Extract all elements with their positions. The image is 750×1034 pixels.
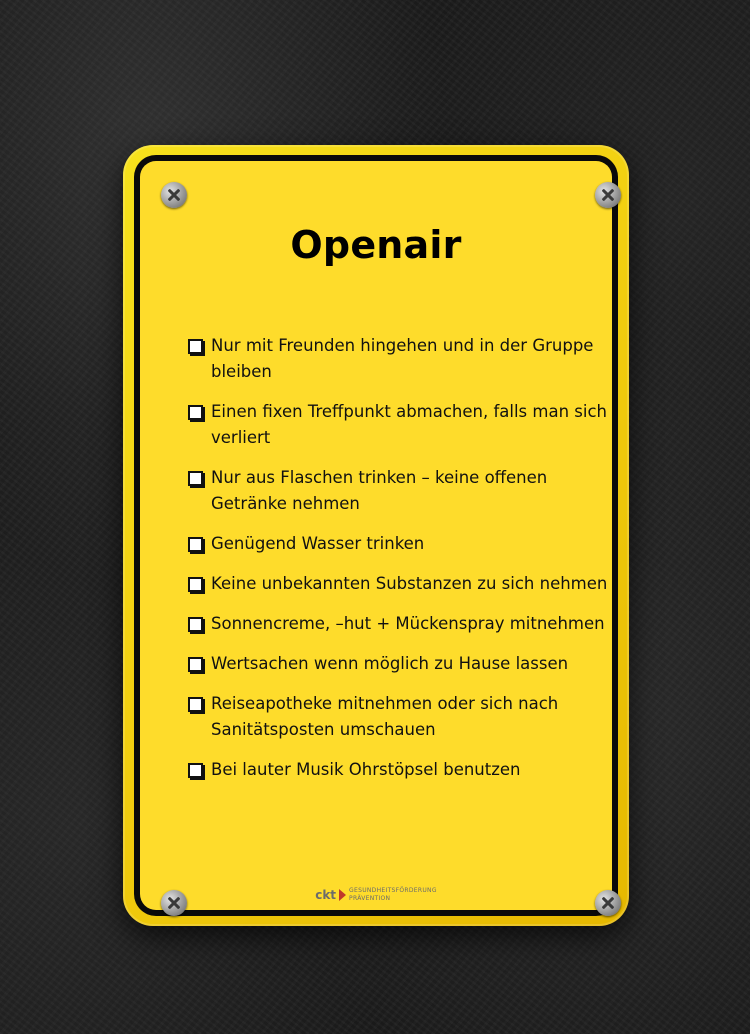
footer-logo [140, 887, 612, 903]
checkbox-icon [188, 657, 203, 672]
checkbox-icon [188, 697, 203, 712]
sign-plate [123, 145, 629, 926]
list-item [188, 399, 608, 451]
list-item [188, 757, 608, 783]
sign-face [140, 161, 612, 910]
list-item [188, 571, 608, 597]
checkbox-icon [188, 577, 203, 592]
checkbox-icon [188, 537, 203, 552]
logo-mark: ckt [315, 888, 337, 902]
list-item [188, 611, 608, 637]
sign-title: Openair [290, 223, 462, 267]
item-text: Wertsachen wenn möglich zu Hause lassen [211, 654, 569, 673]
logo-line-2: PRÄVENTION [349, 895, 391, 902]
item-text: Genügend Wasser trinken [211, 534, 425, 553]
list-item [188, 465, 608, 517]
list-item [188, 333, 608, 385]
checkbox-icon [188, 617, 203, 632]
item-text: Einen fixen Treffpunkt abmachen, falls man sich verliert [211, 402, 607, 447]
screw-top-left-icon [161, 182, 187, 208]
item-text: Nur aus Flaschen trinken – keine offenen Getränke nehmen [211, 468, 548, 513]
screw-top-right-icon [595, 182, 621, 208]
list-item [188, 691, 608, 743]
checkbox-icon [188, 405, 203, 420]
checkbox-icon [188, 339, 203, 354]
item-text: Keine unbekannten Substanzen zu sich nehmen [211, 574, 608, 593]
sign-border [134, 155, 618, 916]
item-text: Sonnencreme, –hut + Mückenspray mitnehmen [211, 614, 605, 633]
checkbox-icon [188, 763, 203, 778]
item-text: Reiseapotheke mitnehmen oder sich nach Sanitätsposten umschauen [211, 694, 559, 739]
item-text: Bei lauter Musik Ohrstöpsel benutzen [211, 760, 521, 779]
logo-line-1: GESUNDHEITSFÖRDERUNG [349, 887, 437, 894]
item-text: Nur mit Freunden hingehen und in der Gruppe bleiben [211, 336, 594, 381]
list-item [188, 651, 608, 677]
logo-text [349, 887, 437, 903]
checklist [188, 333, 608, 797]
list-item [188, 531, 608, 557]
logo-arrow-icon [339, 889, 346, 901]
checkbox-icon [188, 471, 203, 486]
